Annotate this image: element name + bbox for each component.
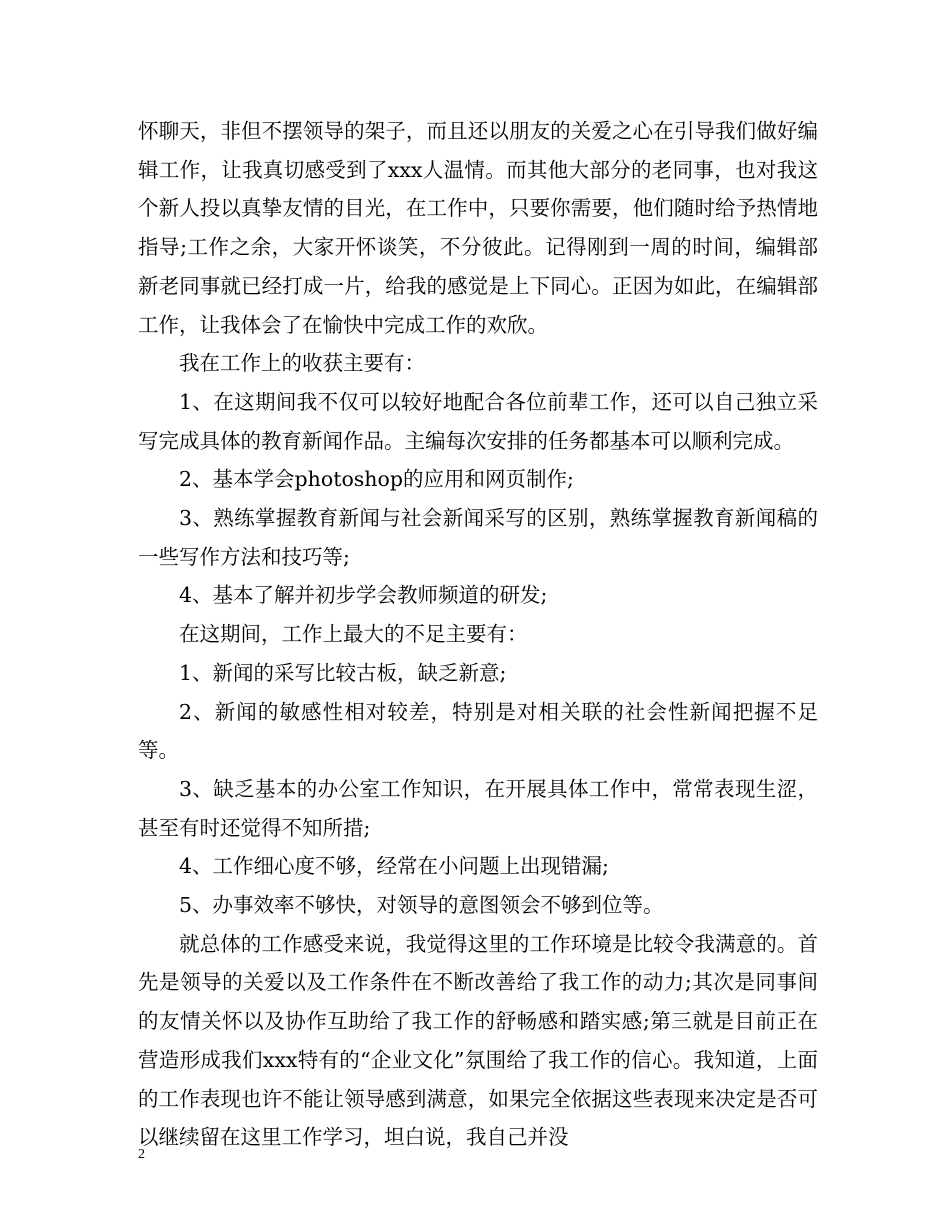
paragraph-3: 1、在这期间我不仅可以较好地配合各位前辈工作，还可以自己独立采写完成具体的教育新闻作品。主编每次安排的任务都基本可以顺利完成。 — [138, 389, 818, 453]
page-number: 2 — [138, 1147, 145, 1162]
paragraph-11: 4、工作细心度不够，经常在小问题上出现错漏; — [179, 854, 609, 879]
paragraph-2: 我在工作上的收获主要有： — [179, 351, 425, 376]
paragraph-7: 在这期间，工作上最大的不足主要有： — [179, 622, 528, 647]
paragraph-6: 4、基本了解并初步学会教师频道的研发; — [179, 583, 548, 608]
paragraph-5: 3、熟练掌握教育新闻与社会新闻采写的区别，熟练掌握教育新闻稿的一些写作方法和技巧等; — [138, 506, 818, 569]
paragraph-8: 1、新闻的采写比较古板，缺乏新意; — [179, 660, 507, 685]
paragraph-12: 5、办事效率不够快，对领导的意图领会不够到位等。 — [179, 893, 664, 918]
paragraph-9: 2、新闻的敏感性相对较差，特别是对相关联的社会性新闻把握不足等。 — [138, 699, 818, 763]
paragraph-13: 就总体的工作感受来说，我觉得这里的工作环境是比较令我满意的。首先是领导的关爱以及工作条件在不断改善给了我工作的动力;其次是同事间的友情关怀以及协作互助给了我工作的舒畅感和踏实感;第三就是目前正在营造形成我们xxx特有的“企业文化”氛围给了我工作的信心。我知道，上面的工作表现也许不能让领导感到满意，如果完全依据这些表现来决定是否可以继续留在这里工作学习，坦白说，我自己并没 — [138, 931, 818, 1150]
paragraph-1: 怀聊天，非但不摆领导的架子，而且还以朋友的关爱之心在引导我们做好编辑工作，让我真切感受到了xxx人温情。而其他大部分的老同事，也对我这个新人投以真挚友情的目光，在工作中，只要你需要，他们随时给予热情地指导;工作之余，大家开怀谈笑，不分彼此。记得刚到一周的时间，编辑部新老同事就已经打成一片，给我的感觉是上下同心。正因为如此，在编辑部工作，让我体会了在愉快中完成工作的欢欣。 — [138, 119, 818, 337]
document-body — [138, 112, 818, 1157]
paragraph-4: 2、基本学会photoshop的应用和网页制作; — [179, 467, 574, 492]
paragraph-10: 3、缺乏基本的办公室工作知识，在开展具体工作中，常常表现生涩，甚至有时还觉得不知所措; — [138, 776, 818, 840]
